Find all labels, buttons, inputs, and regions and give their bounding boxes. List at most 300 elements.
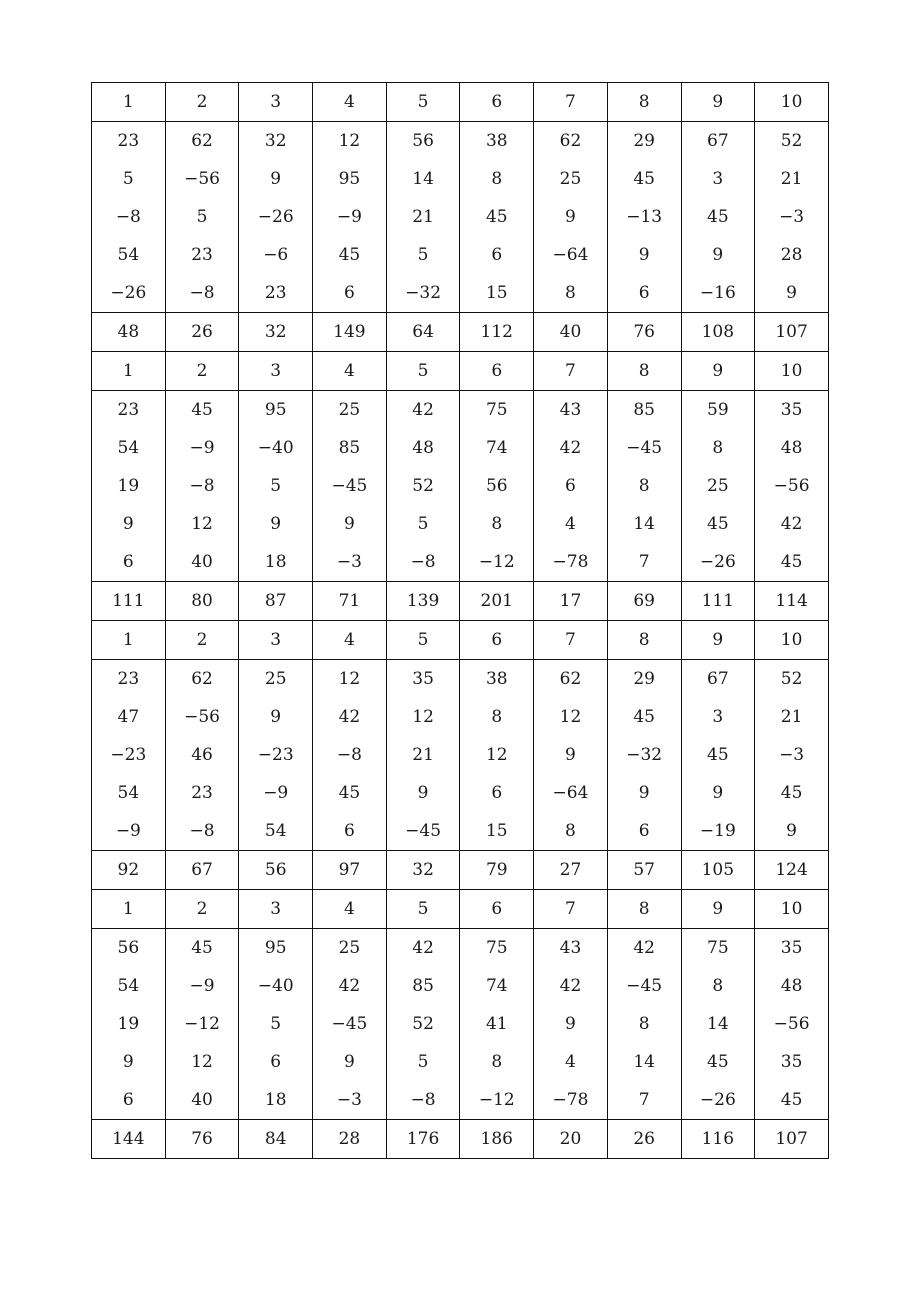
value-row [92, 812, 829, 851]
value-cell: 8 [681, 429, 755, 467]
value-cell: 48 [386, 429, 460, 467]
value-cell: −45 [386, 812, 460, 851]
column-number-cell: 1 [92, 352, 166, 391]
total-cell: 28 [313, 1120, 387, 1159]
value-cell: 45 [681, 505, 755, 543]
value-cell: −45 [607, 967, 681, 1005]
total-cell: 26 [165, 313, 239, 352]
value-row [92, 774, 829, 812]
column-number-cell: 4 [313, 352, 387, 391]
value-cell: 75 [681, 929, 755, 968]
total-row [92, 1120, 829, 1159]
value-cell: 42 [755, 505, 829, 543]
value-cell: 8 [460, 1043, 534, 1081]
value-cell: 45 [165, 391, 239, 430]
value-cell: 67 [681, 122, 755, 161]
value-cell: 54 [92, 236, 166, 274]
total-cell: 124 [755, 851, 829, 890]
value-cell: 9 [755, 812, 829, 851]
total-cell: 84 [239, 1120, 313, 1159]
value-cell: 9 [239, 698, 313, 736]
value-row [92, 505, 829, 543]
value-cell: 62 [534, 122, 608, 161]
value-cell: 9 [92, 505, 166, 543]
value-cell: 8 [460, 505, 534, 543]
value-cell: 6 [313, 812, 387, 851]
value-cell: 6 [534, 467, 608, 505]
header-row [92, 352, 829, 391]
value-cell: 40 [165, 543, 239, 582]
value-row [92, 660, 829, 699]
value-cell: 56 [386, 122, 460, 161]
header-row [92, 83, 829, 122]
column-number-cell: 3 [239, 621, 313, 660]
total-row [92, 851, 829, 890]
value-cell: 23 [92, 660, 166, 699]
header-row [92, 890, 829, 929]
total-cell: 26 [607, 1120, 681, 1159]
column-number-cell: 8 [607, 83, 681, 122]
value-cell: 12 [165, 1043, 239, 1081]
total-cell: 139 [386, 582, 460, 621]
value-cell: −12 [460, 543, 534, 582]
value-cell: 23 [92, 391, 166, 430]
value-row [92, 1081, 829, 1120]
value-cell: 18 [239, 1081, 313, 1120]
value-cell: −26 [681, 1081, 755, 1120]
value-cell: 9 [386, 774, 460, 812]
value-cell: −40 [239, 429, 313, 467]
total-cell: 40 [534, 313, 608, 352]
value-cell: 8 [534, 812, 608, 851]
value-row [92, 543, 829, 582]
value-cell: −45 [607, 429, 681, 467]
value-cell: 23 [165, 236, 239, 274]
value-cell: −23 [239, 736, 313, 774]
value-cell: 52 [386, 1005, 460, 1043]
total-cell: 144 [92, 1120, 166, 1159]
value-cell: 45 [607, 698, 681, 736]
column-number-cell: 6 [460, 83, 534, 122]
total-cell: 186 [460, 1120, 534, 1159]
value-cell: 43 [534, 391, 608, 430]
value-cell: 12 [313, 122, 387, 161]
value-cell: 3 [681, 698, 755, 736]
value-cell: 29 [607, 660, 681, 699]
value-cell: 14 [607, 1043, 681, 1081]
value-cell: −3 [755, 198, 829, 236]
value-cell: 25 [534, 160, 608, 198]
column-number-cell: 10 [755, 621, 829, 660]
value-cell: −45 [313, 467, 387, 505]
total-cell: 64 [386, 313, 460, 352]
total-cell: 32 [386, 851, 460, 890]
value-cell: 45 [313, 236, 387, 274]
value-cell: 56 [92, 929, 166, 968]
total-cell: 80 [165, 582, 239, 621]
column-number-cell: 2 [165, 83, 239, 122]
value-cell: −56 [755, 467, 829, 505]
column-number-cell: 6 [460, 890, 534, 929]
value-cell: 95 [313, 160, 387, 198]
value-cell: 18 [239, 543, 313, 582]
column-number-cell: 1 [92, 83, 166, 122]
value-cell: 67 [681, 660, 755, 699]
value-row [92, 929, 829, 968]
column-number-cell: 5 [386, 890, 460, 929]
value-cell: −23 [92, 736, 166, 774]
value-cell: 8 [460, 698, 534, 736]
value-cell: 4 [534, 505, 608, 543]
column-number-cell: 3 [239, 890, 313, 929]
value-cell: 5 [239, 1005, 313, 1043]
column-number-cell: 2 [165, 621, 239, 660]
value-cell: 48 [755, 429, 829, 467]
value-cell: −64 [534, 774, 608, 812]
value-cell: −8 [386, 1081, 460, 1120]
value-cell: 74 [460, 967, 534, 1005]
value-cell: 85 [313, 429, 387, 467]
total-cell: 67 [165, 851, 239, 890]
value-cell: 48 [755, 967, 829, 1005]
value-cell: 45 [681, 198, 755, 236]
value-cell: 6 [607, 274, 681, 313]
column-number-cell: 2 [165, 352, 239, 391]
value-cell: −9 [165, 429, 239, 467]
value-cell: −26 [681, 543, 755, 582]
value-cell: 45 [755, 543, 829, 582]
value-cell: −32 [386, 274, 460, 313]
value-cell: −3 [755, 736, 829, 774]
total-cell: 105 [681, 851, 755, 890]
value-cell: 47 [92, 698, 166, 736]
column-number-cell: 8 [607, 621, 681, 660]
value-cell: −16 [681, 274, 755, 313]
value-cell: 6 [460, 774, 534, 812]
value-cell: 5 [92, 160, 166, 198]
value-cell: 15 [460, 274, 534, 313]
total-cell: 71 [313, 582, 387, 621]
column-number-cell: 9 [681, 83, 755, 122]
value-cell: 38 [460, 660, 534, 699]
value-cell: 62 [165, 660, 239, 699]
value-cell: 9 [607, 236, 681, 274]
value-cell: 52 [755, 660, 829, 699]
value-cell: −12 [460, 1081, 534, 1120]
value-row [92, 122, 829, 161]
value-cell: −56 [755, 1005, 829, 1043]
value-cell: 35 [386, 660, 460, 699]
value-cell: 59 [681, 391, 755, 430]
value-cell: 38 [460, 122, 534, 161]
total-cell: 20 [534, 1120, 608, 1159]
column-number-cell: 7 [534, 83, 608, 122]
value-cell: 32 [239, 122, 313, 161]
value-cell: 6 [92, 1081, 166, 1120]
total-cell: 176 [386, 1120, 460, 1159]
value-cell: 54 [92, 429, 166, 467]
value-cell: 8 [681, 967, 755, 1005]
total-cell: 27 [534, 851, 608, 890]
value-cell: 42 [386, 929, 460, 968]
total-cell: 76 [165, 1120, 239, 1159]
value-cell: 9 [313, 505, 387, 543]
value-cell: 8 [534, 274, 608, 313]
value-cell: 14 [386, 160, 460, 198]
value-cell: −8 [165, 812, 239, 851]
value-cell: 9 [755, 274, 829, 313]
value-cell: −45 [313, 1005, 387, 1043]
value-cell: 12 [460, 736, 534, 774]
value-row [92, 736, 829, 774]
value-cell: −56 [165, 160, 239, 198]
value-cell: 35 [755, 929, 829, 968]
column-number-cell: 10 [755, 890, 829, 929]
value-cell: 14 [681, 1005, 755, 1043]
value-cell: 5 [386, 236, 460, 274]
column-number-cell: 10 [755, 352, 829, 391]
value-row [92, 391, 829, 430]
column-number-cell: 7 [534, 352, 608, 391]
value-cell: 52 [386, 467, 460, 505]
column-number-cell: 3 [239, 83, 313, 122]
value-row [92, 236, 829, 274]
total-cell: 48 [92, 313, 166, 352]
value-cell: 6 [92, 543, 166, 582]
value-cell: 85 [386, 967, 460, 1005]
value-cell: 23 [239, 274, 313, 313]
total-cell: 97 [313, 851, 387, 890]
value-cell: −19 [681, 812, 755, 851]
value-cell: 42 [313, 967, 387, 1005]
value-cell: 28 [755, 236, 829, 274]
value-cell: −26 [92, 274, 166, 313]
value-cell: 25 [313, 391, 387, 430]
column-number-cell: 1 [92, 621, 166, 660]
value-cell: 45 [607, 160, 681, 198]
total-cell: 111 [92, 582, 166, 621]
value-cell: −64 [534, 236, 608, 274]
value-cell: 3 [681, 160, 755, 198]
value-cell: 19 [92, 467, 166, 505]
value-cell: 25 [239, 660, 313, 699]
total-cell: 92 [92, 851, 166, 890]
value-cell: 45 [165, 929, 239, 968]
value-cell: −9 [165, 967, 239, 1005]
value-cell: −78 [534, 1081, 608, 1120]
value-cell: −56 [165, 698, 239, 736]
total-cell: 69 [607, 582, 681, 621]
value-cell: 95 [239, 929, 313, 968]
value-cell: 6 [313, 274, 387, 313]
value-cell: 45 [460, 198, 534, 236]
value-cell: 21 [386, 736, 460, 774]
column-number-cell: 4 [313, 83, 387, 122]
value-cell: 12 [165, 505, 239, 543]
value-cell: 35 [755, 1043, 829, 1081]
column-number-cell: 8 [607, 352, 681, 391]
column-number-cell: 6 [460, 621, 534, 660]
value-row [92, 1005, 829, 1043]
value-cell: 42 [534, 429, 608, 467]
value-cell: −26 [239, 198, 313, 236]
value-cell: 23 [92, 122, 166, 161]
value-cell: 8 [607, 1005, 681, 1043]
value-cell: 42 [607, 929, 681, 968]
total-cell: 112 [460, 313, 534, 352]
value-row [92, 967, 829, 1005]
total-cell: 76 [607, 313, 681, 352]
total-cell: 87 [239, 582, 313, 621]
value-cell: 29 [607, 122, 681, 161]
value-cell: 21 [755, 698, 829, 736]
value-row [92, 698, 829, 736]
value-cell: 6 [239, 1043, 313, 1081]
value-cell: −8 [165, 467, 239, 505]
value-cell: −3 [313, 1081, 387, 1120]
value-cell: 23 [165, 774, 239, 812]
value-cell: −32 [607, 736, 681, 774]
value-cell: 5 [165, 198, 239, 236]
value-cell: 75 [460, 391, 534, 430]
value-cell: 46 [165, 736, 239, 774]
column-number-cell: 10 [755, 83, 829, 122]
value-cell: 9 [607, 774, 681, 812]
column-number-cell: 4 [313, 890, 387, 929]
value-cell: 9 [239, 160, 313, 198]
value-row [92, 198, 829, 236]
table-body [92, 83, 829, 1159]
value-cell: 9 [534, 736, 608, 774]
column-number-cell: 2 [165, 890, 239, 929]
value-cell: 5 [386, 505, 460, 543]
value-cell: 9 [239, 505, 313, 543]
value-cell: −8 [92, 198, 166, 236]
value-cell: −3 [313, 543, 387, 582]
value-cell: 21 [386, 198, 460, 236]
value-row [92, 274, 829, 313]
column-number-cell: 9 [681, 890, 755, 929]
total-cell: 111 [681, 582, 755, 621]
value-cell: 12 [534, 698, 608, 736]
column-number-cell: 1 [92, 890, 166, 929]
value-cell: 25 [681, 467, 755, 505]
total-cell: 149 [313, 313, 387, 352]
value-cell: 6 [460, 236, 534, 274]
value-cell: 35 [755, 391, 829, 430]
value-cell: 56 [460, 467, 534, 505]
value-cell: 42 [313, 698, 387, 736]
arithmetic-table [91, 82, 829, 1159]
column-number-cell: 7 [534, 890, 608, 929]
value-cell: 21 [755, 160, 829, 198]
value-cell: 74 [460, 429, 534, 467]
value-cell: 9 [534, 1005, 608, 1043]
value-cell: 85 [607, 391, 681, 430]
value-cell: −9 [239, 774, 313, 812]
value-row [92, 429, 829, 467]
value-cell: 43 [534, 929, 608, 968]
value-cell: 5 [239, 467, 313, 505]
value-cell: −8 [313, 736, 387, 774]
column-number-cell: 5 [386, 83, 460, 122]
value-cell: 62 [534, 660, 608, 699]
column-number-cell: 4 [313, 621, 387, 660]
value-cell: −8 [386, 543, 460, 582]
value-cell: −40 [239, 967, 313, 1005]
value-cell: 42 [534, 967, 608, 1005]
column-number-cell: 9 [681, 352, 755, 391]
value-cell: 9 [534, 198, 608, 236]
value-cell: 9 [681, 236, 755, 274]
value-cell: 41 [460, 1005, 534, 1043]
value-cell: 4 [534, 1043, 608, 1081]
header-row [92, 621, 829, 660]
total-cell: 107 [755, 313, 829, 352]
column-number-cell: 8 [607, 890, 681, 929]
value-cell: 9 [92, 1043, 166, 1081]
column-number-cell: 5 [386, 352, 460, 391]
value-cell: 45 [681, 1043, 755, 1081]
value-cell: 95 [239, 391, 313, 430]
value-cell: 6 [607, 812, 681, 851]
value-cell: 7 [607, 1081, 681, 1120]
value-cell: 45 [313, 774, 387, 812]
value-cell: −78 [534, 543, 608, 582]
value-cell: 52 [755, 122, 829, 161]
value-cell: 45 [681, 736, 755, 774]
value-cell: −9 [92, 812, 166, 851]
total-cell: 114 [755, 582, 829, 621]
total-cell: 107 [755, 1120, 829, 1159]
value-cell: 45 [755, 774, 829, 812]
value-cell: 42 [386, 391, 460, 430]
value-cell: 7 [607, 543, 681, 582]
total-cell: 79 [460, 851, 534, 890]
value-cell: 12 [313, 660, 387, 699]
value-cell: 12 [386, 698, 460, 736]
value-cell: 9 [681, 774, 755, 812]
total-row [92, 582, 829, 621]
column-number-cell: 9 [681, 621, 755, 660]
column-number-cell: 6 [460, 352, 534, 391]
value-cell: 54 [239, 812, 313, 851]
total-cell: 108 [681, 313, 755, 352]
value-cell: −13 [607, 198, 681, 236]
value-cell: 25 [313, 929, 387, 968]
total-cell: 57 [607, 851, 681, 890]
value-cell: 62 [165, 122, 239, 161]
value-cell: 40 [165, 1081, 239, 1120]
value-cell: −8 [165, 274, 239, 313]
value-cell: −12 [165, 1005, 239, 1043]
column-number-cell: 7 [534, 621, 608, 660]
value-cell: −6 [239, 236, 313, 274]
total-cell: 56 [239, 851, 313, 890]
value-row [92, 1043, 829, 1081]
total-row [92, 313, 829, 352]
value-cell: 8 [460, 160, 534, 198]
value-cell: 75 [460, 929, 534, 968]
value-cell: 8 [607, 467, 681, 505]
value-cell: 54 [92, 967, 166, 1005]
value-cell: 5 [386, 1043, 460, 1081]
value-cell: 19 [92, 1005, 166, 1043]
total-cell: 201 [460, 582, 534, 621]
column-number-cell: 3 [239, 352, 313, 391]
value-cell: 54 [92, 774, 166, 812]
value-cell: 9 [313, 1043, 387, 1081]
